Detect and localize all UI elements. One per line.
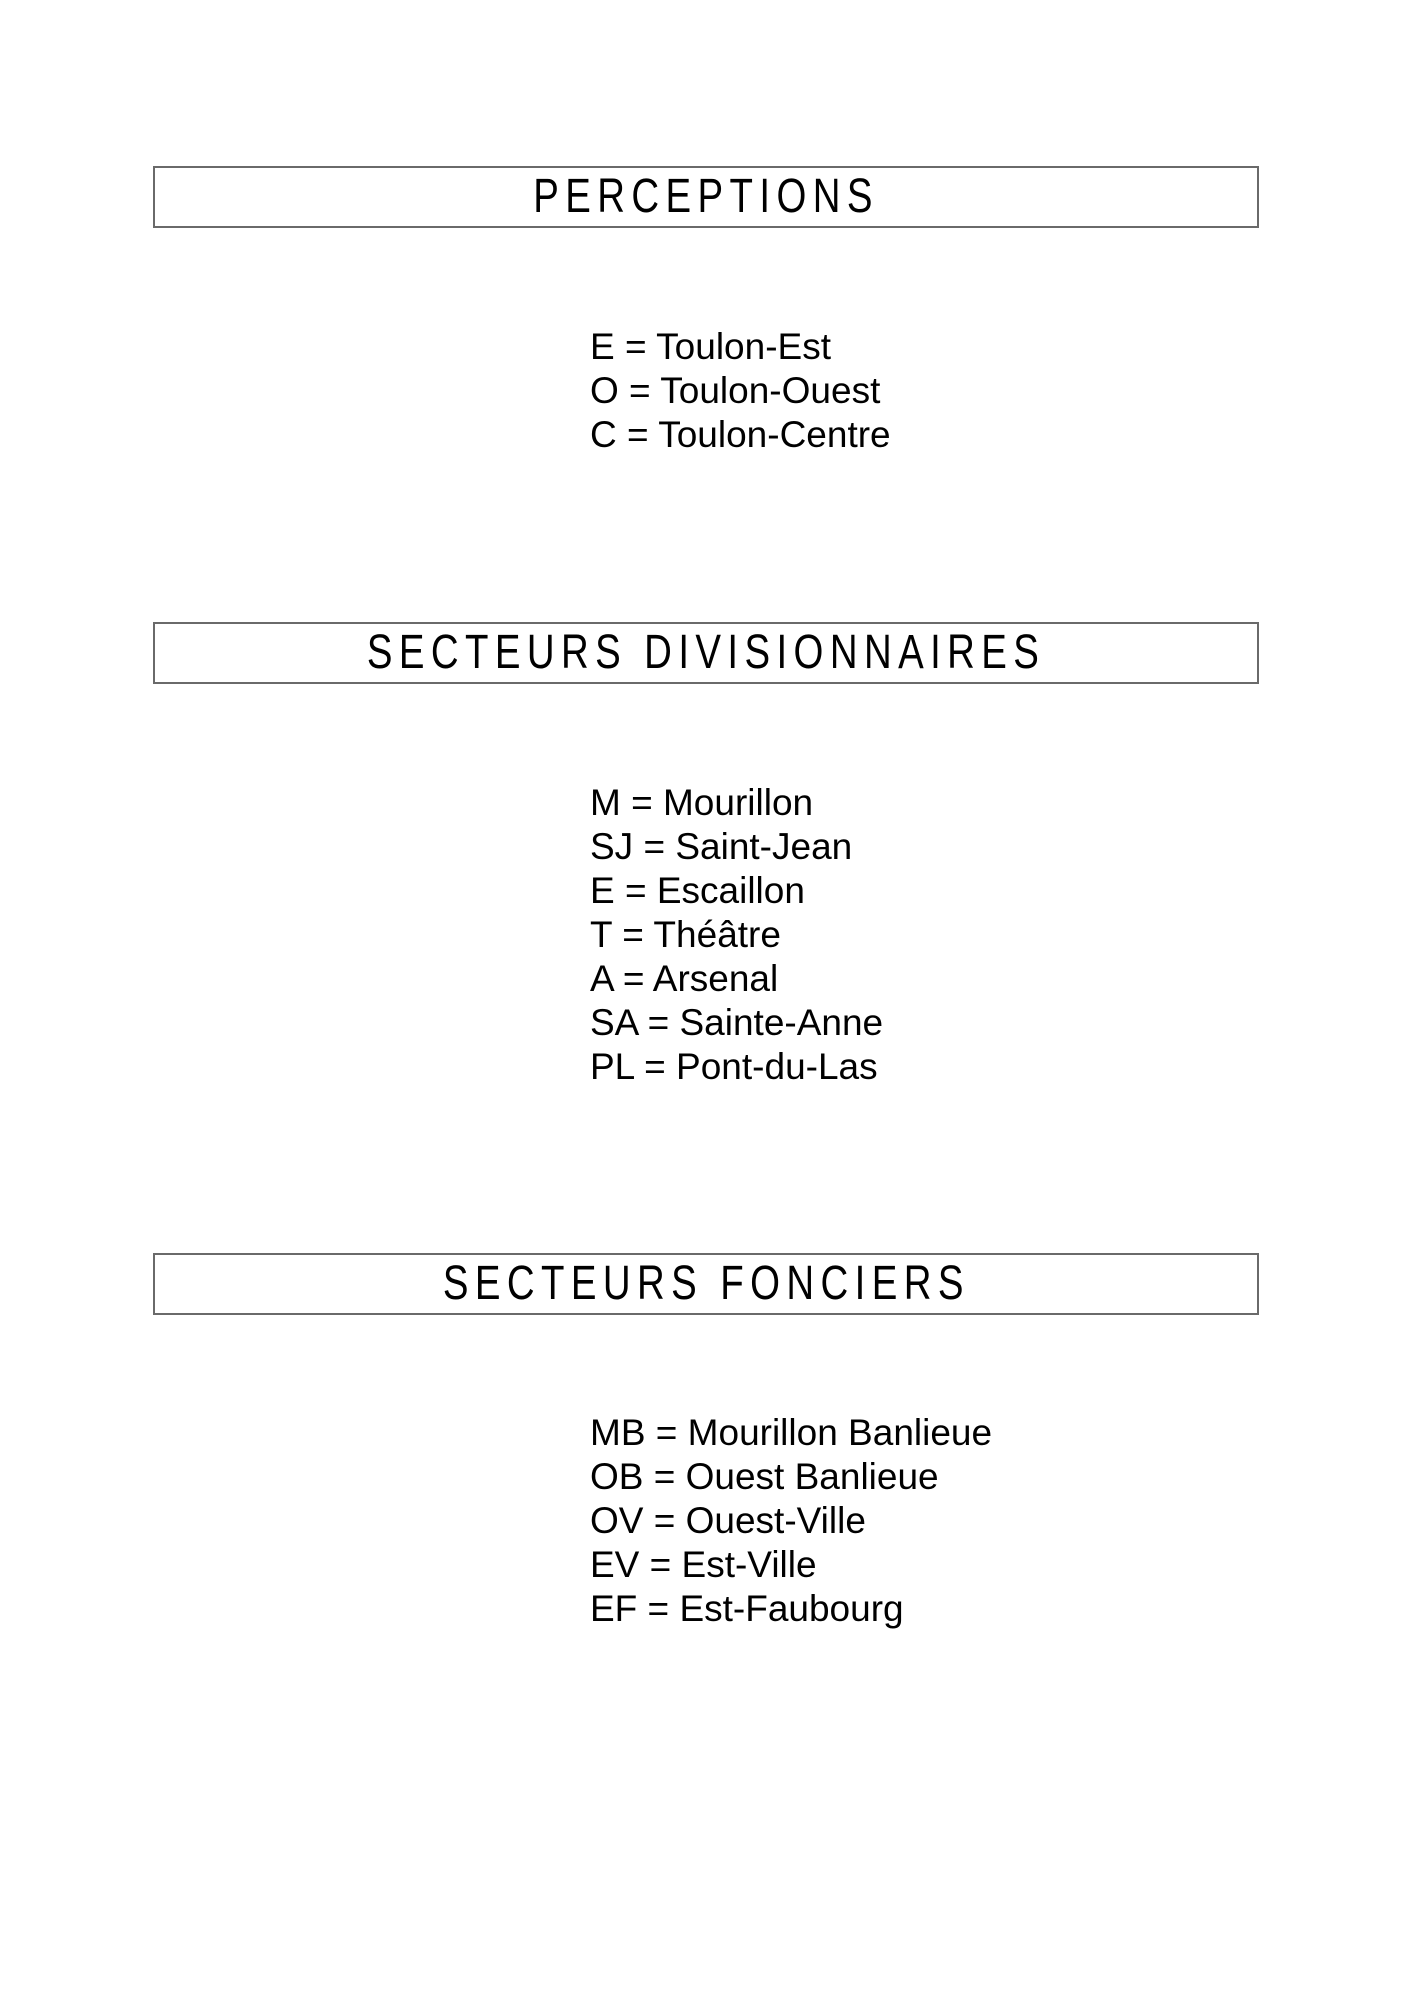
legend-item: EV = Est-Ville	[590, 1544, 817, 1585]
legend-item: E = Toulon-Est	[590, 326, 831, 367]
legend-item: EF = Est-Faubourg	[590, 1588, 904, 1629]
legend-item: O = Toulon-Ouest	[590, 370, 881, 411]
legend-item: E = Escaillon	[590, 870, 805, 911]
legend-item: A = Arsenal	[590, 958, 779, 999]
legend-item: MB = Mourillon Banlieue	[590, 1412, 993, 1453]
legend-item: SA = Sainte-Anne	[590, 1002, 884, 1043]
section-header-perceptions	[153, 166, 1259, 228]
legend-perceptions	[590, 325, 891, 457]
section-title-secteurs-divisionnaires: SECTEURS DIVISIONNAIRES	[366, 626, 1046, 679]
section-header-secteurs-fonciers	[153, 1253, 1259, 1315]
legend-item: M = Mourillon	[590, 782, 814, 823]
legend-item: PL = Pont-du-Las	[590, 1046, 878, 1087]
legend-secteurs-divisionnaires	[590, 781, 883, 1089]
section-title-secteurs-fonciers: SECTEURS FONCIERS	[442, 1257, 970, 1310]
legend-item: T = Théâtre	[590, 914, 781, 955]
legend-item: OB = Ouest Banlieue	[590, 1456, 939, 1497]
legend-item: OV = Ouest-Ville	[590, 1500, 866, 1541]
legend-secteurs-fonciers	[590, 1411, 992, 1631]
section-title-perceptions: PERCEPTIONS	[533, 170, 879, 223]
legend-item: SJ = Saint-Jean	[590, 826, 853, 867]
section-header-secteurs-divisionnaires	[153, 622, 1259, 684]
legend-item: C = Toulon-Centre	[590, 414, 891, 455]
